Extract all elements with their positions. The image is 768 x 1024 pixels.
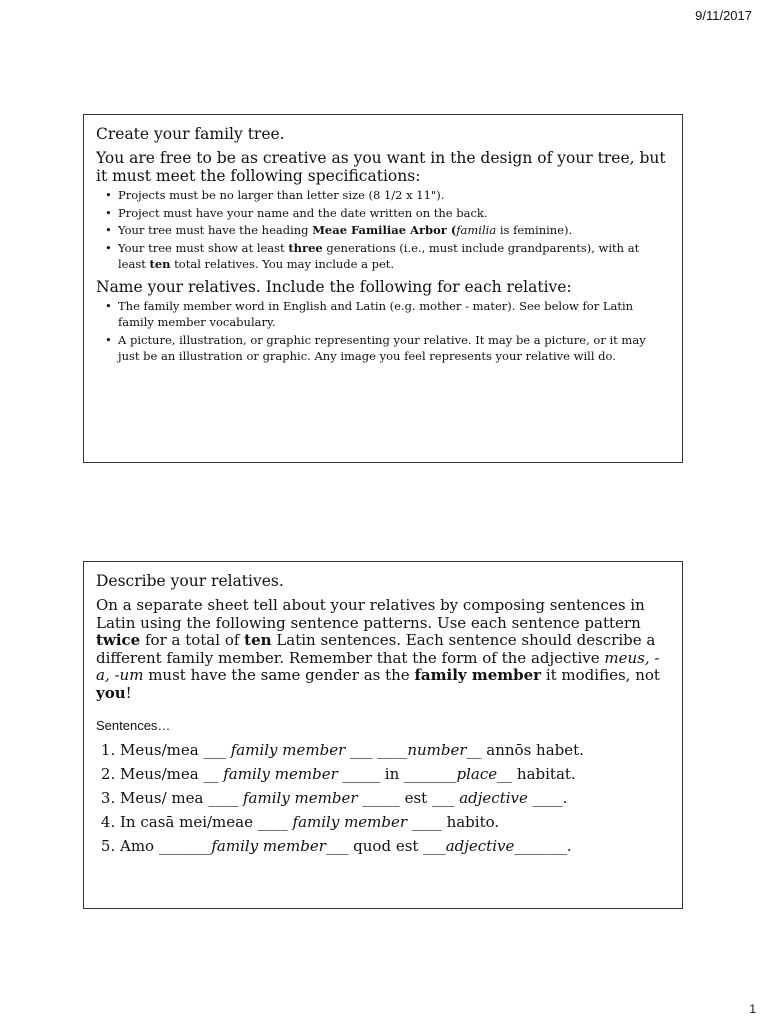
sentence-item: 4. In casā mei/meae ____ family member ____ habito.	[120, 810, 670, 834]
spec-list	[96, 187, 670, 273]
name-item: • A picture, illustration, or graphic representing your relative. It may be a picture, or it may just be an illustration or graphic. Any image you feel represents your relative will do.	[118, 332, 670, 365]
sentence-item: 3. Meus/ mea ____ family member _____ est ___ adjective ____.	[120, 786, 670, 810]
sentences-heading: Sentences…	[96, 718, 171, 733]
slide-family-tree	[83, 114, 683, 463]
name-item: • The family member word in English and Latin (e.g. mother - mater). See below for Latin family member vocabulary.	[118, 298, 670, 331]
spec-item: • Your tree must show at least three generations (i.e., must include grandparents), with at least ten total relatives. You may include a pet.	[118, 240, 670, 273]
sentence-item: 1. Meus/mea ___ family member ___ ____number__ annōs habet.	[120, 738, 670, 762]
page-number: 1	[749, 1002, 756, 1016]
spec-item: • Project must have your name and the date written on the back.	[118, 205, 670, 222]
slide1-intro: You are free to be as creative as you want in the design of your tree, but it must meet the following specifications:	[96, 149, 666, 185]
spec-item: • Your tree must have the heading Meae Familiae Arbor (familia is feminine).	[118, 222, 670, 239]
slide-describe-relatives	[83, 561, 683, 909]
slide1-title: Create your family tree.	[96, 125, 285, 143]
date-header: 9/11/2017	[695, 8, 752, 23]
slide2-instructions: On a separate sheet tell about your relatives by composing sentences in Latin using the following sentence patterns. Use each sentence pattern twice for a total of ten Latin sentences. Each sentence should describe a different family member. Remember that the form of the adjective meus, -a, -um must have the same gender as the family member it modifies, not you!	[96, 596, 660, 702]
sentence-list	[96, 738, 670, 858]
name-list	[96, 298, 670, 365]
slide2-title: Describe your relatives.	[96, 572, 284, 590]
sentence-item: 2. Meus/mea __ family member _____ in _______place__ habitat.	[120, 762, 670, 786]
name-heading: Name your relatives. Include the following for each relative:	[96, 277, 572, 296]
sentence-item: 5. Amo _______family member___ quod est ___adjective_______.	[120, 834, 670, 858]
spec-item: • Projects must be no larger than letter size (8 1/2 x 11").	[118, 187, 670, 204]
